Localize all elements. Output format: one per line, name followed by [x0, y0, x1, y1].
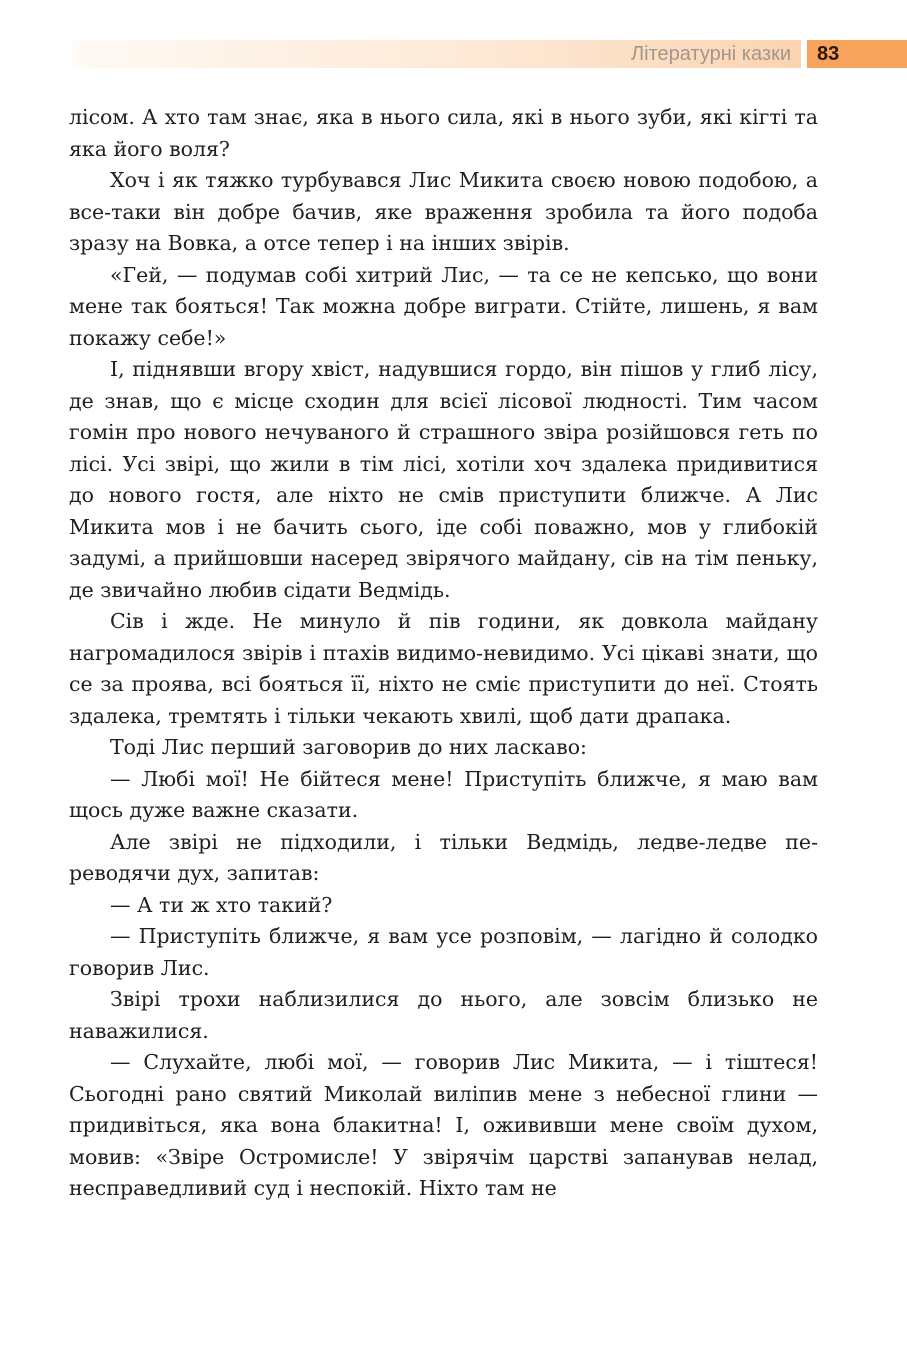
paragraph: — Любі мої! Не бійтеся мене! Приступіть ближче, я маю вам щось дуже важне сказати.: [69, 766, 818, 822]
paragraph: — А ти ж хто такий?: [110, 892, 333, 917]
paragraph: Хоч і як тяжко турбувався Лис Микита своєю новою подобою, а все-таки він добре бачив, яке враження зробила та його подоба зразу на Вовка, а отсе тепер і на інших звірів.: [69, 168, 818, 255]
paragraph: І, піднявши вгору хвіст, надувшися гордо, він пішов у глиб лісу, де знав, що є місце сходин для всієї лісової людності. Тим часом гомін про нового нечуваного й страшного звіра розійшовся геть по лісі. Усі звірі, що жили в тім лісі, хотіли хоч здалека придивитися до нового гостя, але ніхто не смів приступити ближче. А Лис Микита мов і не бачить сього, іде собі поважно, мов у глибокій задумі, а прийшовши насеред звірячого майдану, сів на тім пеньку, де звичайно любив сідати Ведмідь.: [69, 357, 818, 602]
paragraph: Тоді Лис перший заговорив до них ласкаво:: [110, 735, 587, 759]
story-text: [69, 102, 818, 1205]
page-number-badge: [807, 40, 907, 68]
section-title: Літературні казки: [631, 43, 791, 65]
paragraph: «Гей, — подумав собі хитрий Лис, — та се не кепсько, що вони мене так бояться! Так можна добре виграти. Стійте, лишень, я вам покажу себе!»: [69, 262, 818, 350]
page-number: 83: [817, 43, 840, 65]
paragraph: лісом. А хто там знає, яка в нього сила, які в нього зуби, які кігті та яка його воля?: [69, 105, 818, 161]
paragraph: — Приступіть ближче, я вам усе розповім, — лагідно й солодко говорив Лис.: [69, 924, 818, 980]
paragraph: Але звірі не підходили, і тільки Ведмідь, ледве-ледве переводячи дух, запитав:: [69, 829, 818, 885]
paragraph: Звірі трохи наблизилися до нього, але зовсім близько не наважилися.: [69, 987, 818, 1043]
paragraph: Сів і жде. Не минуло й пів години, як довкола майдану нагромадилося звірів і птахів видимо-невидимо. Усі цікаві знати, що се за проява, всі бояться її, ніхто не сміє приступити до неї. Стоять здалека, тремтять і тільки чекають хвилі, щоб дати драпака.: [69, 609, 818, 728]
page-header: [72, 40, 907, 68]
paragraph: — Слухайте, любі мої, — говорив Лис Микита, — і тіштеся! Сьогодні рано святий Миколай виліпив мене з небесної глини — придивіться, яка вона блакитна! І, ожививши мене своїм духом, мовив: «Звіре Остромисле! У звірячім царстві запанував нелад, несправедливий суд і неспокій. Ніхто там не: [69, 1050, 818, 1200]
